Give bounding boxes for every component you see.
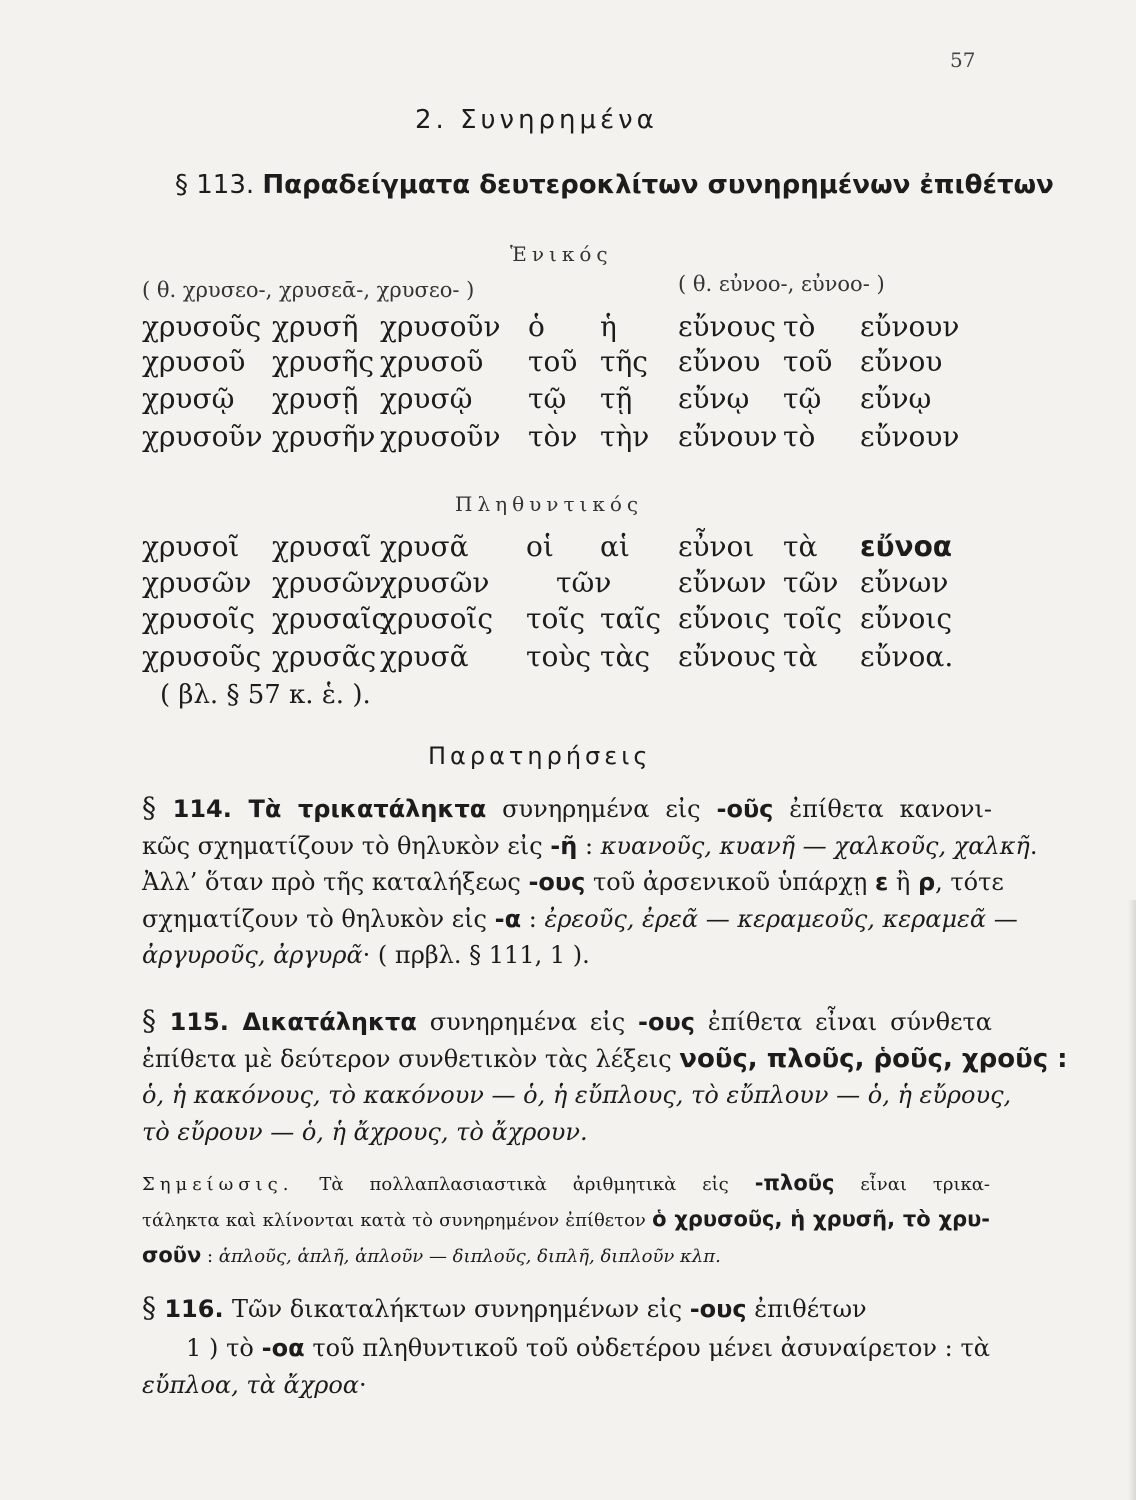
singular-cell-masc: χρυσοῦς bbox=[142, 310, 262, 343]
p114-number: 114. bbox=[156, 795, 249, 823]
plural-cell-art-fem: τὰς bbox=[600, 640, 651, 673]
p115-text: ἐπίθετα εἶναι σύνθετα bbox=[694, 1008, 992, 1036]
p114-term: Τὰ τρικατάληκτα bbox=[248, 795, 487, 823]
singular-cell-fem: χρυσῆν bbox=[272, 420, 376, 453]
singular-cell-art-masc: τῷ bbox=[528, 382, 567, 415]
plural-cell-art-masc: τοὺς bbox=[526, 640, 592, 673]
p114-example: ἐρεοῦς, ἐρεᾶ — κεραμεοῦς, κεραμεᾶ — bbox=[544, 904, 1018, 933]
singular-cell-neut: χρυσῷ bbox=[380, 382, 473, 415]
p115-term: Δικατάληκτα bbox=[242, 1008, 417, 1036]
p114-text: συνηρημένα εἰς bbox=[486, 795, 717, 823]
section-113-heading bbox=[175, 170, 1054, 200]
p115-line bbox=[142, 1077, 1012, 1114]
singular-cell-neut: χρυσοῦν bbox=[380, 310, 501, 343]
note-paradigm: ὁ χρυσοῦς, ἡ χρυσῆ, τὸ χρυ- bbox=[652, 1207, 990, 1231]
p116-line bbox=[142, 1330, 990, 1367]
plural-cell-neut: χρυσᾶ bbox=[380, 530, 469, 563]
note-text: Τὰ πολλαπλασιαστικὰ ἀριθμητικὰ εἰς bbox=[293, 1174, 755, 1195]
singular-cell-art-masc: ὁ bbox=[528, 310, 545, 343]
plural-cell-neut: χρυσᾶ bbox=[380, 640, 469, 673]
section-113-title: Παραδείγματα δευτεροκλίτων συνηρημένων ἐπιθέτων bbox=[262, 170, 1054, 200]
singular-cell-masc: χρυσῷ bbox=[142, 382, 235, 415]
plural-cell-form-common: εὖνοι bbox=[678, 530, 755, 563]
paragraph-116 bbox=[142, 1290, 964, 1328]
p114-example: κυανοῦς, κυανῆ — χαλκοῦς, χαλκῆ bbox=[600, 831, 1030, 860]
note-paradigm: σοῦν bbox=[142, 1243, 202, 1267]
singular-cell-form-common: εὔνουν bbox=[678, 420, 778, 453]
singular-cell-fem: χρυσῆς bbox=[272, 345, 375, 378]
p115-line bbox=[142, 1003, 992, 1041]
note-example: ἁπλοῦς, ἁπλῆ, ἁπλοῦν — διπλοῦς, διπλῆ, διπλοῦν κλπ. bbox=[218, 1246, 721, 1267]
singular-cell-neut: χρυσοῦν bbox=[380, 420, 501, 453]
paragraph-116-rule bbox=[142, 1330, 990, 1403]
plural-cell-form-common: εὔνων bbox=[678, 566, 767, 599]
singular-cell-form-neut: εὔνουν bbox=[860, 310, 960, 343]
singular-title: Ἑνικός bbox=[510, 242, 613, 266]
note-label: Σημείωσις. bbox=[142, 1174, 294, 1195]
singular-cell-form-neut: εὔνουν bbox=[860, 420, 960, 453]
plural-cell-form-neut: εὔνοις bbox=[860, 602, 953, 635]
p116-text: Τῶν δικαταλήκτων συνηρημένων εἰς bbox=[231, 1295, 690, 1323]
p114-text: τοῦ ἀρσενικοῦ ὑπάρχῃ bbox=[585, 868, 875, 896]
paragraph-114 bbox=[142, 790, 1038, 974]
note-text: εἶναι τρικα- bbox=[834, 1174, 990, 1195]
singular-cell-masc: χρυσοῦ bbox=[142, 345, 246, 378]
plural-title: Πληθυντικός bbox=[455, 492, 644, 516]
singular-cell-art-neut: τοῦ bbox=[783, 345, 833, 378]
p116-number: 116. bbox=[156, 1295, 232, 1323]
p116-ending: -ους bbox=[689, 1295, 747, 1323]
p115-line bbox=[142, 1114, 992, 1151]
singular-cell-art-masc: τοῦ bbox=[528, 345, 578, 378]
p114-ending: -α bbox=[494, 904, 522, 933]
singular-cell-fem: χρυσῆ bbox=[272, 310, 359, 343]
plural-cell-art-fem: ταῖς bbox=[600, 602, 662, 635]
plural-cell-neut: χρυσῶν bbox=[380, 566, 490, 599]
p114-text: . bbox=[1029, 831, 1038, 860]
p114-line bbox=[142, 828, 1038, 865]
singular-cell-art-neut: τὸ bbox=[783, 310, 816, 343]
p114-text: · ( πρβλ. § 111, 1 ). bbox=[362, 941, 590, 969]
plural-cell-form-neut: εὔνων bbox=[860, 566, 949, 599]
p114-text: : bbox=[577, 831, 601, 860]
p116-example: εὔπλοα, τὰ ἄχροα bbox=[142, 1370, 359, 1399]
note-text: τάληκτα καὶ κλίνονται κατὰ τὸ συνηρημένον ἐπίθετον bbox=[142, 1210, 653, 1231]
p114-text: Ἀλλ’ ὅταν πρὸ τῆς καταλήξεως bbox=[142, 868, 529, 896]
section-113-number: § 113. bbox=[175, 170, 255, 200]
p114-letter: ε bbox=[874, 868, 889, 896]
note-line bbox=[142, 1238, 990, 1274]
plural-cell-masc: χρυσοῦς bbox=[142, 640, 262, 673]
singular-stems-right: ( θ. εὐνοο-, εὐνοο- ) bbox=[678, 272, 885, 296]
p115-ending: -ους bbox=[638, 1008, 695, 1036]
plural-cell-fem: χρυσῶν bbox=[272, 566, 382, 599]
p115-number: 115. bbox=[156, 1008, 243, 1036]
page-number: 57 bbox=[950, 48, 976, 72]
singular-cell-art-masc: τὸν bbox=[528, 420, 578, 453]
p114-line bbox=[142, 790, 992, 828]
singular-cell-art-fem: ἡ bbox=[600, 310, 617, 343]
p116-text: 1 ) τὸ bbox=[186, 1334, 262, 1362]
p116-text: · bbox=[359, 1370, 367, 1399]
plural-cell-art-neut: τὰ bbox=[783, 640, 818, 673]
p114-text: κῶς σχηματίζουν τὸ θηλυκὸν εἰς bbox=[142, 831, 551, 860]
plural-cell-fem: χρυσαῖς bbox=[272, 602, 388, 635]
singular-cell-art-fem: τῇ bbox=[600, 382, 633, 415]
singular-cell-form-neut: εὔνου bbox=[860, 345, 943, 378]
section-sign: § bbox=[142, 791, 156, 824]
plural-reference: ( βλ. § 57 κ. ἑ. ). bbox=[160, 680, 371, 710]
singular-stems-left: ( θ. χρυσεο-, χρυσεᾱ-, χρυσεο- ) bbox=[142, 278, 475, 302]
plural-cell-art-neut: τοῖς bbox=[783, 602, 843, 635]
p115-words: νοῦς, πλοῦς, ῥοῦς, χροῦς : bbox=[679, 1043, 1068, 1074]
plural-cell-fem: χρυσᾶς bbox=[272, 640, 377, 673]
p115-text: συνηρημένα εἰς bbox=[416, 1008, 639, 1036]
p114-ending: -οῦς bbox=[716, 795, 774, 823]
plural-cell-art-masc: τοῖς bbox=[526, 602, 586, 635]
note-ending: -πλοῦς bbox=[754, 1171, 835, 1195]
plural-cell-neut: χρυσοῖς bbox=[380, 602, 494, 635]
p116-text: τοῦ πληθυντικοῦ τοῦ οὐδετέρου μένει ἀσυναίρετον : τὰ bbox=[304, 1334, 990, 1362]
plural-cell-form-common: εὔνοις bbox=[678, 602, 771, 635]
singular-cell-form-common: εὔνους bbox=[678, 310, 777, 343]
p114-line bbox=[142, 937, 992, 974]
plural-cell-fem: χρυσαῖ bbox=[272, 530, 372, 563]
p114-ending: -ους bbox=[528, 868, 586, 896]
p114-line bbox=[142, 864, 1004, 901]
section-heading: 2. Συνηρημένα bbox=[415, 105, 658, 135]
observations-title: Παρατηρήσεις bbox=[428, 742, 652, 770]
p116-text: ἐπιθέτων bbox=[746, 1295, 867, 1323]
singular-cell-neut: χρυσοῦ bbox=[380, 345, 484, 378]
p116-line bbox=[142, 1290, 964, 1328]
singular-cell-art-neut: τῷ bbox=[783, 382, 822, 415]
plural-cell-art-fem: τῶν bbox=[556, 566, 612, 599]
plural-cell-form-neut: εὔνοα bbox=[860, 530, 953, 563]
singular-cell-form-neut: εὔνῳ bbox=[860, 382, 932, 415]
singular-cell-fem: χρυσῇ bbox=[272, 382, 359, 415]
p114-line bbox=[142, 901, 1018, 938]
note-block bbox=[142, 1166, 990, 1274]
plural-cell-masc: χρυσῶν bbox=[142, 566, 252, 599]
plural-cell-masc: χρυσοῖ bbox=[142, 530, 240, 563]
p114-text: σχηματίζουν τὸ θηλυκὸν εἰς bbox=[142, 904, 495, 933]
plural-cell-art-neut: τὰ bbox=[783, 530, 818, 563]
note-text: : bbox=[201, 1246, 219, 1267]
p114-text: , τότε bbox=[935, 868, 1004, 896]
p115-example: ὁ, ἡ κακόνους, τὸ κακόνουν — ὁ, ἡ εὔπλους, τὸ εὔπλουν — ὁ, ἡ εὔρους, bbox=[142, 1081, 1012, 1109]
p115-text: ἐπίθετα μὲ δεύτερον συνθετικὸν τὰς λέξεις bbox=[142, 1044, 680, 1073]
note-line bbox=[142, 1166, 990, 1202]
plural-cell-form-neut: εὔνοα. bbox=[860, 640, 954, 673]
p116-line bbox=[142, 1367, 990, 1404]
p116-ending: -οα bbox=[261, 1334, 305, 1362]
p114-ending: -ῆ bbox=[550, 831, 578, 860]
p114-example: ἀργυροῦς, ἀργυρᾶ bbox=[142, 941, 363, 969]
singular-cell-form-common: εὔνῳ bbox=[678, 382, 750, 415]
note-line bbox=[142, 1202, 990, 1238]
p114-letter: ρ bbox=[917, 868, 936, 896]
p114-text: : bbox=[521, 904, 545, 933]
plural-cell-art-fem: αἱ bbox=[600, 530, 630, 563]
plural-cell-form-common: εὔνους bbox=[678, 640, 777, 673]
p115-example: τὸ εὔρουν — ὁ, ἡ ἄχρους, τὸ ἄχρουν. bbox=[142, 1117, 588, 1146]
plural-cell-masc: χρυσοῖς bbox=[142, 602, 256, 635]
plural-cell-art-neut: τῶν bbox=[783, 566, 839, 599]
singular-cell-art-neut: τὸ bbox=[783, 420, 816, 453]
section-sign: § bbox=[142, 1291, 156, 1324]
singular-cell-art-fem: τῆς bbox=[600, 345, 648, 378]
singular-cell-masc: χρυσοῦν bbox=[142, 420, 263, 453]
section-sign: § bbox=[142, 1004, 156, 1037]
plural-cell-art-masc: οἱ bbox=[526, 530, 554, 563]
singular-cell-art-fem: τὴν bbox=[600, 420, 650, 453]
page-edge-shadow bbox=[1128, 900, 1136, 1500]
p115-line bbox=[142, 1041, 1068, 1078]
p114-text: ἢ bbox=[888, 868, 918, 896]
singular-cell-form-common: εὔνου bbox=[678, 345, 761, 378]
paragraph-115 bbox=[142, 1003, 1068, 1150]
p114-text: ἐπίθετα κανονι- bbox=[773, 795, 992, 823]
